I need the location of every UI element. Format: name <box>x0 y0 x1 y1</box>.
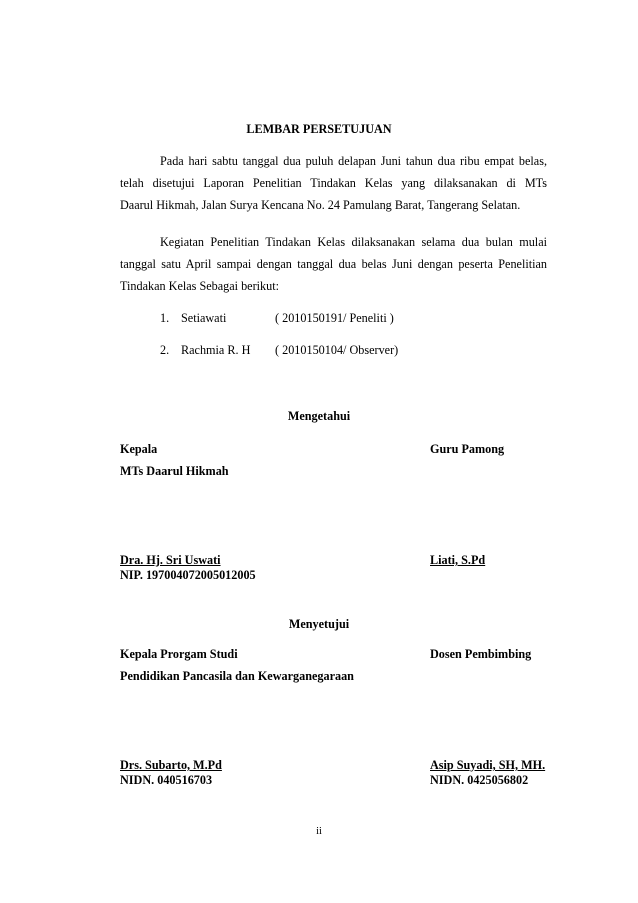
participant-name: Setiawati <box>181 311 227 325</box>
signatory-title: Kepala Prorgam Studi <box>120 647 238 661</box>
signatory-nidn: NIDN. 040516703 <box>120 773 213 787</box>
list-item-number: 2. <box>160 343 170 357</box>
paragraph-line: telah disetujui Laporan Penelitian Tindakan Kelas yang dilaksanakan di MTs <box>120 176 547 190</box>
signatory-institution: MTs Daarul Hikmah <box>120 464 229 478</box>
paragraph-line: Kegiatan Penelitian Tindakan Kelas dilaksanakan selama dua bulan mulai <box>160 235 547 249</box>
paragraph-line: Pada hari sabtu tanggal dua puluh delapan Juni tahun dua ribu empat belas, <box>160 154 547 168</box>
signatory-title: Guru Pamong <box>430 442 505 456</box>
participant-id: ( 2010150191/ Peneliti ) <box>275 311 394 325</box>
signatory-institution: Pendidikan Pancasila dan Kewarganegaraan <box>120 669 354 683</box>
signatory-name: Drs. Subarto, M.Pd <box>120 758 222 772</box>
paragraph-line: tanggal satu April sampai dengan tanggal dua belas Juni dengan peserta Penelitian <box>120 257 547 271</box>
signatory-title: Kepala <box>120 442 158 456</box>
paragraph-agreement <box>120 150 547 216</box>
paragraph-line: Daarul Hikmah, Jalan Surya Kencana No. 24 Pamulang Barat, Tangerang Selatan. <box>120 198 521 212</box>
section-heading-mengetahui: Mengetahui <box>287 409 351 423</box>
paragraph-activity <box>120 231 547 297</box>
paragraph-line: Tindakan Kelas Sebagai berikut: <box>120 279 279 293</box>
list-item-number: 1. <box>160 311 170 325</box>
signatory-nidn: NIDN. 0425056802 <box>430 773 529 787</box>
participant-id: ( 2010150104/ Observer) <box>275 343 399 357</box>
signatory-name: Liati, S.Pd <box>430 553 486 567</box>
signatory-name: Asip Suyadi, SH, MH. <box>430 758 546 772</box>
page-title: LEMBAR PERSETUJUAN <box>246 122 392 136</box>
page-number: ii <box>316 826 322 837</box>
signatory-nip: NIP. 197004072005012005 <box>120 568 256 582</box>
participant-name: Rachmia R. H <box>181 343 251 357</box>
signatory-name: Dra. Hj. Sri Uswati <box>120 553 221 567</box>
signatory-title: Dosen Pembimbing <box>430 647 532 661</box>
section-heading-menyetujui: Menyetujui <box>288 617 350 631</box>
